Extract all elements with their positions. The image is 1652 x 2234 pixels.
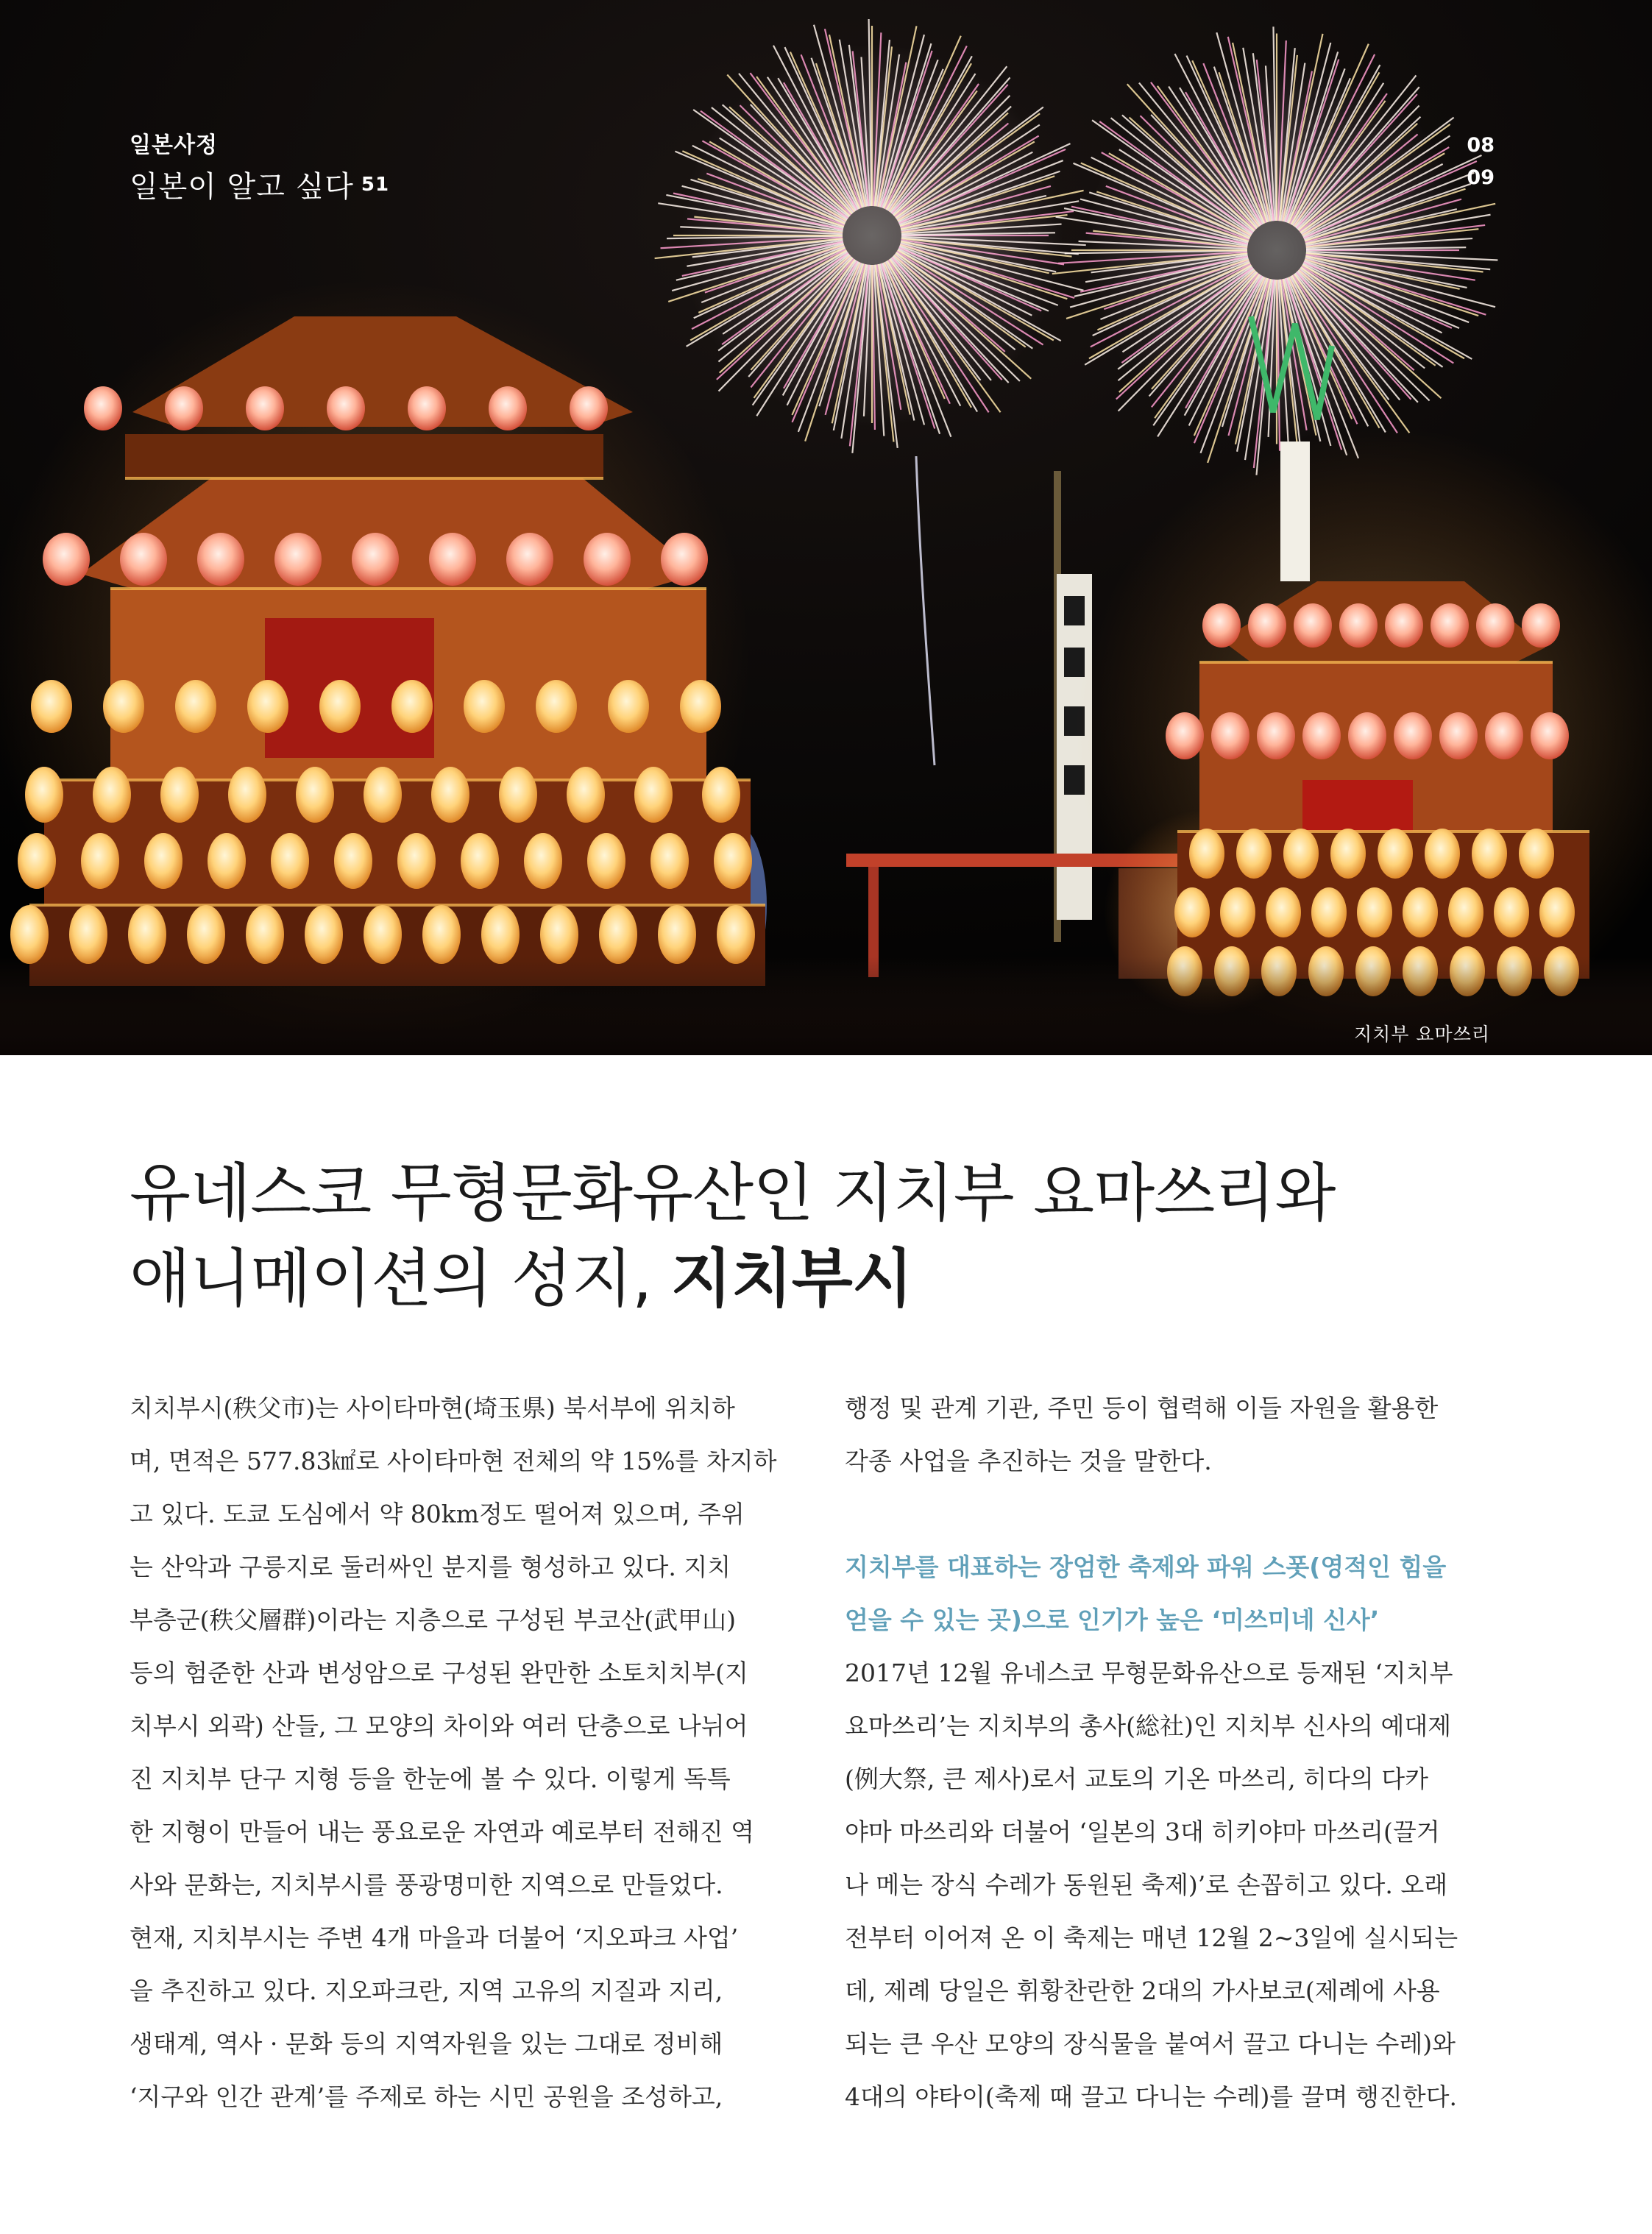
headline-line-1: 유네스코 무형문화유산인 지치부 요마쓰리와 <box>130 1157 1336 1230</box>
section-subheading <box>845 1541 1501 1647</box>
hero-photo <box>0 0 1652 1055</box>
text-line: ‘지구와 인간 관계’를 주제로 하는 시민 공원을 조성하고, <box>130 2082 723 2111</box>
text-line: 며, 면적은 577.83㎢로 사이타마현 전체의 약 15%를 차지하 <box>130 1447 777 1475</box>
text-line: 사와 문화는, 지치부시를 풍광명미한 지역으로 만들었다. <box>130 1870 723 1899</box>
body-paragraph-festival <box>845 1647 1501 2124</box>
text-line: 생태계, 역사 · 문화 등의 지역자원을 있는 그대로 정비해 <box>130 2029 723 2058</box>
text-line: 4대의 야타이(축제 때 끌고 다니는 수레)를 끌며 행진한다. <box>845 2082 1457 2111</box>
text-line: 전부터 이어져 온 이 축제는 매년 12월 2~3일에 실시되는 <box>845 1923 1458 1952</box>
page-number-left: 08 <box>1467 134 1495 157</box>
body-column-left <box>130 1382 792 2124</box>
text-line: (例大祭, 큰 제사)로서 교토의 기온 마쓰리, 히다의 다카 <box>845 1765 1428 1793</box>
headline-line-2-regular: 애니메이션의 성지, <box>130 1242 671 1316</box>
text-line: 현재, 지치부시는 주변 4개 마을과 더불어 ‘지오파크 사업’ <box>130 1923 739 1952</box>
body-column-right <box>845 1382 1501 2124</box>
text-line: 야마 마쓰리와 더불어 ‘일본의 3대 히키야마 마쓰리(끌거 <box>845 1818 1440 1846</box>
body-paragraph-continued <box>845 1382 1501 1488</box>
text-line: 되는 큰 우산 모양의 장식물을 붙여서 끌고 다니는 수레)와 <box>845 2029 1456 2058</box>
series-title-text: 일본이 알고 싶다 <box>130 170 354 204</box>
text-line: 각종 사업을 추진하는 것을 말한다. <box>845 1447 1212 1475</box>
page-number-right: 09 <box>1467 166 1495 189</box>
text-line: 데, 제례 당일은 휘황찬란한 2대의 가사보코(제례에 사용 <box>845 1976 1440 2005</box>
text-line: 부층군(秩父層群)이라는 지층으로 구성된 부코산(武甲山) <box>130 1606 737 1634</box>
text-line: 진 지치부 단구 지형 등을 한눈에 볼 수 있다. 이렇게 독특 <box>130 1765 731 1793</box>
headline-city-name: 지치부시 <box>670 1242 912 1316</box>
text-line: 나 메는 장식 수레가 동원된 축제)’로 손꼽히고 있다. 오래 <box>845 1870 1448 1899</box>
subheading-line: 얻을 수 있는 곳)으로 인기가 높은 ‘미쓰미네 신사’ <box>845 1606 1380 1634</box>
text-line: 고 있다. 도쿄 도심에서 약 80km정도 떨어져 있으며, 주위 <box>130 1500 745 1528</box>
headline-line-2 <box>130 1236 1335 1322</box>
series-title <box>130 163 389 205</box>
text-line: 2017년 12월 유네스코 무형문화유산으로 등재된 ‘지치부 <box>845 1659 1453 1687</box>
photo-caption: 지치부 요마쓰리 <box>1354 1024 1490 1045</box>
subheading-line: 지치부를 대표하는 장엄한 축제와 파워 스폿(영적인 힘을 <box>845 1553 1447 1581</box>
series-number: 51 <box>361 174 390 196</box>
series-header <box>130 127 389 205</box>
text-line: 을 추진하고 있다. 지오파크란, 지역 고유의 지질과 지리, <box>130 1976 723 2005</box>
text-line: 한 지형이 만들어 내는 풍요로운 자연과 예로부터 전해진 역 <box>130 1818 754 1846</box>
text-line: 치부시 외곽) 산들, 그 모양의 차이와 여러 단층으로 나뉘어 <box>130 1712 748 1740</box>
text-line: 요마쓰리’는 지치부의 총사(総社)인 지치부 신사의 예대제 <box>845 1712 1452 1740</box>
text-line: 치치부시(秩父市)는 사이타마현(埼玉県) 북서부에 위치하 <box>130 1394 735 1422</box>
text-line: 행정 및 관계 기관, 주민 등이 협력해 이들 자원을 활용한 <box>845 1394 1439 1422</box>
page-numbers <box>1467 130 1495 194</box>
series-name: 일본사정 <box>130 132 218 158</box>
article-headline <box>130 1151 1335 1322</box>
text-line: 는 산악과 구릉지로 둘러싸인 분지를 형성하고 있다. 지치 <box>130 1553 731 1581</box>
body-paragraph-left <box>130 1382 792 2124</box>
text-line: 등의 험준한 산과 변성암으로 구성된 완만한 소토치치부(지 <box>130 1659 748 1687</box>
